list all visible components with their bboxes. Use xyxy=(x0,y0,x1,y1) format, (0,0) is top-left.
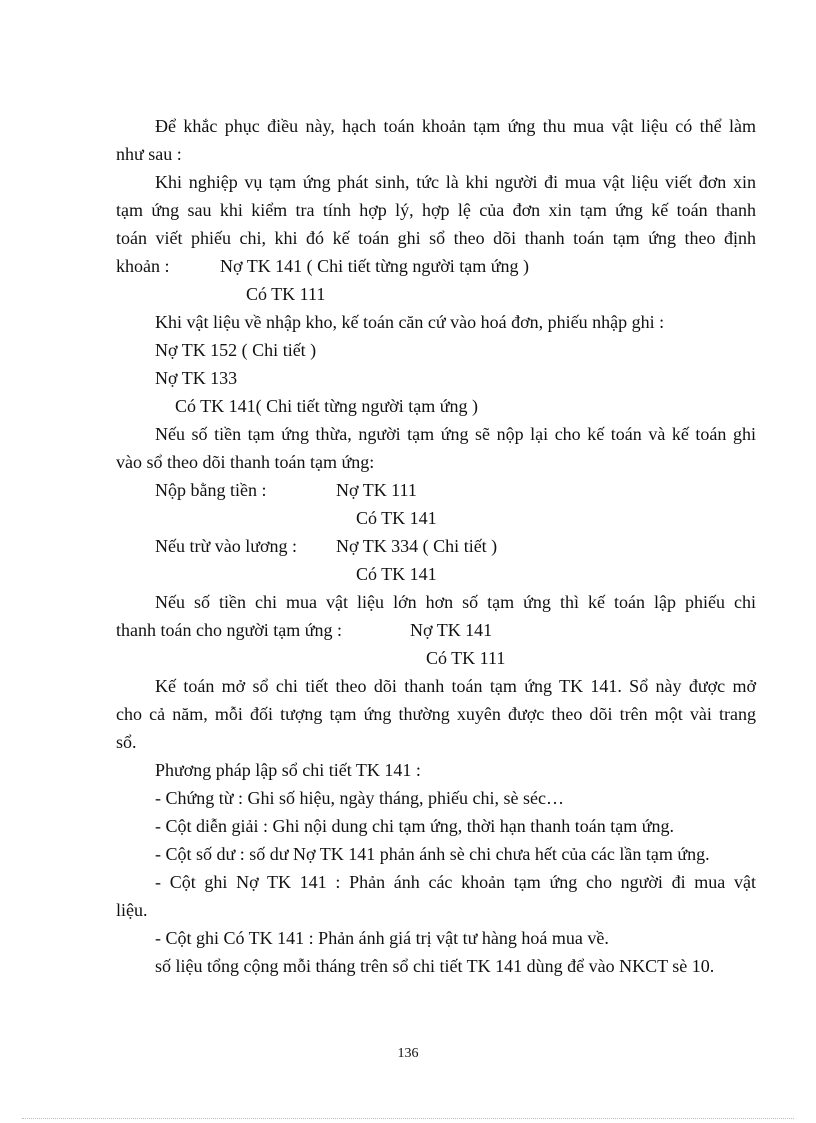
text-line: Khi nghiệp vụ tạm ứng phát sinh, tức là khi người đi mua vật liệu viết đơn xin xyxy=(155,172,756,192)
text-line: Phương pháp lập sổ chi tiết TK 141 : xyxy=(155,760,421,780)
text-line: - Cột ghi Nợ TK 141 : Phản ánh các khoản tạm ứng cho người đi mua vật xyxy=(155,872,756,892)
text-line: Nếu số tiền chi mua vật liệu lớn hơn số tạm ứng thì kế toán lập phiếu chi xyxy=(155,592,756,612)
text-line: Có TK 141 xyxy=(356,508,437,528)
text-line: Có TK 111 xyxy=(246,284,326,304)
text-line: như sau : xyxy=(116,144,182,164)
text-line: Nợ TK 133 xyxy=(155,368,238,388)
text-line: Nợ TK 141 ( Chi tiết từng người tạm ứng ) xyxy=(220,256,529,276)
text-line: thanh toán cho người tạm ứng : xyxy=(116,620,342,640)
text-line: Nợ TK 334 ( Chi tiết ) xyxy=(336,536,498,556)
text-line: - Chứng từ : Ghi số hiệu, ngày tháng, phiếu chi, sè séc… xyxy=(155,788,564,808)
text-line: số liệu tổng cộng mỗi tháng trên sổ chi tiết TK 141 dùng để vào NKCT sè 10. xyxy=(155,956,715,976)
text-line: vào sổ theo dõi thanh toán tạm ứng: xyxy=(116,452,375,472)
text-line: toán viết phiếu chi, khi đó kế toán ghi sổ theo dõi thanh toán tạm ứng theo định xyxy=(116,228,756,248)
text-line: - Cột ghi Có TK 141 : Phản ánh giá trị vật tư hàng hoá mua về. xyxy=(155,928,609,948)
text-line: Có TK 141( Chi tiết từng người tạm ứng ) xyxy=(175,396,478,416)
text-line: Nợ TK 152 ( Chi tiết ) xyxy=(155,340,317,360)
text-line: Nợ TK 111 xyxy=(336,480,417,500)
text-line: khoản : xyxy=(116,256,170,276)
page-number: 136 xyxy=(397,1046,419,1061)
text-line: sổ. xyxy=(116,732,137,752)
text-line: cho cả năm, mỗi đối tượng tạm ứng thường xuyên được theo dõi trên một vài trang xyxy=(116,704,756,724)
text-line: Có TK 111 xyxy=(426,648,506,668)
text-line: Có TK 141 xyxy=(356,564,437,584)
text-line: Nộp bằng tiền : xyxy=(155,480,267,500)
text-line: Nếu trừ vào lương : xyxy=(155,536,298,556)
text-line: liệu. xyxy=(116,900,148,920)
text-line: Để khắc phục điều này, hạch toán khoản tạm ứng thu mua vật liệu có thể làm xyxy=(155,116,756,136)
text-line: Nếu số tiền tạm ứng thừa, người tạm ứng sẽ nộp lại cho kế toán và kế toán ghi xyxy=(155,424,756,444)
text-line: Khi vật liệu về nhập kho, kế toán căn cứ vào hoá đơn, phiếu nhập ghi : xyxy=(155,312,665,332)
text-line: - Cột số dư : số dư Nợ TK 141 phản ánh sè chi chưa hết của các lần tạm ứng. xyxy=(155,844,710,864)
page-border xyxy=(22,1118,794,1119)
text-line: Kế toán mở sổ chi tiết theo dõi thanh toán tạm ứng TK 141. Sổ này được mở xyxy=(155,676,756,696)
text-line: tạm ứng sau khi kiểm tra tính hợp lý, hợp lệ của đơn xin tạm ứng kế toán thanh xyxy=(116,200,756,220)
text-line: Nợ TK 141 xyxy=(410,620,493,640)
text-line: - Cột diễn giải : Ghi nội dung chi tạm ứng, thời hạn thanh toán tạm ứng. xyxy=(155,816,674,836)
